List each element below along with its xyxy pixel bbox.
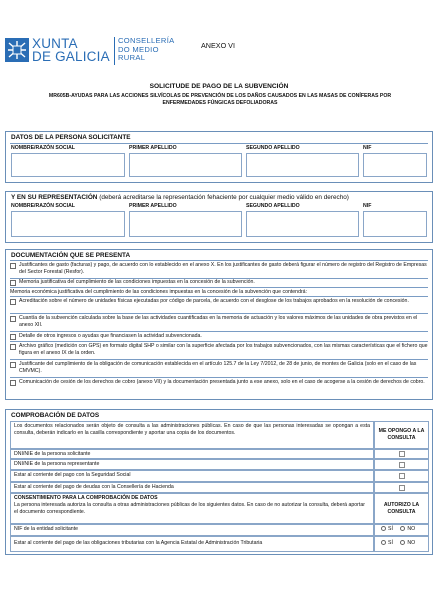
comprobacion-row-hacienda: Estar al corriente del pago de deudas con la Consellería de Hacienda <box>10 482 374 493</box>
logo-line1: XUNTA <box>32 36 78 51</box>
xunta-logo <box>5 38 29 62</box>
doc-item-text: Justificante del cumplimiento de la obligación de comunicación establecida en el artículo 125.7 de la Ley 7/2012, de 28 de junio, de montes de Galicia (solo en el caso de las CMVMC). <box>19 361 417 374</box>
section-representacion <box>5 191 433 243</box>
doc-item-text: Detalle de otros ingresos o ayudas que financiasen la actividad subvencionada. <box>19 333 202 339</box>
doc-checkbox[interactable] <box>10 299 16 305</box>
conselleria-line3: RURAL <box>118 53 146 63</box>
doc-item-text: Justificantes de gasto (facturas) y pago, de acuerdo con lo establecido en el anexo X. En los justificantes de gasto deberá figurar el número de registro del Registro de Empresas del Sector Forestal (Resfor). <box>19 262 427 275</box>
consent-title: CONSENTIMIENTO PARA LA COMPROBACIÓN DE DATOS <box>14 495 158 501</box>
label-segundo-apellido: SEGUNDO APELLIDO <box>246 145 300 151</box>
opongo-cell <box>374 449 429 459</box>
doc-item-text: Memoria económica justificativa del cumplimiento de las condiciones impuestas en la concesión de la subvención que contendrá: <box>10 289 308 295</box>
autorizo-header: AUTORIZO LA CONSULTA <box>374 493 429 524</box>
rep-label-nif: NIF <box>363 203 372 209</box>
autorizo-cell <box>374 524 429 536</box>
documentacion-title: DOCUMENTACIÓN QUE SE PRESENTA <box>11 252 131 259</box>
doc-item-justificante-comunicacion <box>10 361 428 376</box>
si-radio[interactable] <box>381 526 386 531</box>
doc-item-acreditacion <box>10 298 428 313</box>
annex-label: ANEXO VI <box>201 41 235 50</box>
label-primer-apellido: PRIMER APELLIDO <box>129 145 177 151</box>
opongo-checkbox[interactable] <box>399 451 405 457</box>
si-radio[interactable] <box>381 540 386 545</box>
section-comprobacion <box>5 409 433 555</box>
doc-item-memoria-justificativa <box>10 279 428 287</box>
label-nombre: NOMBRE/RAZÓN SOCIAL <box>11 145 75 151</box>
primer-apellido-field[interactable] <box>129 153 242 177</box>
opongo-checkbox[interactable] <box>399 473 405 479</box>
doc-item-cuantia <box>10 315 428 330</box>
opongo-cell <box>374 459 429 470</box>
opongo-checkbox[interactable] <box>399 485 405 491</box>
doc-item-otros-ingresos <box>10 333 428 341</box>
rep-nombre-field[interactable] <box>11 211 125 237</box>
no-radio[interactable] <box>400 540 405 545</box>
rep-label-segundo-apellido: SEGUNDO APELLIDO <box>246 203 300 209</box>
doc-checkbox[interactable] <box>10 263 16 269</box>
section-documentacion <box>5 249 433 400</box>
rep-nif-field[interactable] <box>363 211 427 237</box>
comprobacion-intro: Los documentos relacionados serán objeto de consulta a las administraciones públicas. En caso de que las personas interesadas se opongan a esta consulta, deberán indicarlo en la casilla correspondiente y aportar una copia de los documentos. <box>10 421 374 449</box>
doc-item-text: Cuantía de la subvención calculada sobre la base de las actividades cuantificadas en la memoria de actuación y los valores máximos de las unidades de obra previstos en el anexo XII. <box>19 315 418 328</box>
solicitante-title: DATOS DE LA PERSONA SOLICITANTE <box>11 134 131 141</box>
doc-item-archivo-grafico <box>10 343 428 358</box>
doc-checkbox[interactable] <box>10 334 16 340</box>
no-radio[interactable] <box>400 526 405 531</box>
doc-item-text: Comunicación de cesión de los derechos de cobro (anexo VII) y la documentación presentada junto a ese anexo, solo en el caso de acogerse a la cesión de derechos de cobro. <box>19 379 425 385</box>
consent-row-nif: NIF de la entidad solicitante <box>10 524 374 536</box>
doc-checkbox[interactable] <box>10 280 16 286</box>
consent-text: La persona interesada autoriza la consulta a otras administraciones públicas de los siguientes datos. En caso de no autorizar la consulta, deberá aportar el documento correspondiente. <box>14 501 365 515</box>
comprobacion-row-dni-representante: DNI/NIE de la persona representante <box>10 459 374 470</box>
opongo-cell <box>374 470 429 482</box>
no-label: NO <box>407 540 416 546</box>
conselleria-name <box>118 37 174 63</box>
doc-checkbox[interactable] <box>10 362 16 368</box>
representacion-title-bold: Y EN SU REPRESENTACIÓN <box>11 194 98 201</box>
consent-row-aeat: Estar al corriente del pago de las obligaciones tributarias con la Agencia Estatal de Administración Tributaria <box>10 536 374 552</box>
opongo-cell <box>374 482 429 493</box>
si-label: SÍ <box>388 526 393 532</box>
doc-item-text: Acreditación sobre el número de unidades físicas ejecutadas por código de parcela, de acuerdo con el desglose de los trabajos aprobados en la resolución de concesión. <box>19 298 409 304</box>
representacion-title-rest: (deberá acreditarse la representación fehaciente por cualquier medio válido en derecho) <box>97 194 349 201</box>
conselleria-line2: DO MEDIO <box>118 44 159 54</box>
si-label: SÍ <box>388 540 393 546</box>
doc-item-text: Archivo gráfico (medición con GPS) en formato digital SHP o similar con la superficie afectada por los trabajos subvencionados, con las mismas características que el fichero que figura en el anexo IX de la orden. <box>19 343 428 356</box>
form-subtitle: MR605B-AYUDAS PARA LAS ACCIONES SILVÍCOLAS DE PREVENCIÓN DE LOS DAÑOS CAUSADOS EN LAS MASAS DE CONÍFERAS POR ENFERMEDADES FÚNGICAS DEFOLIADORAS <box>48 93 392 106</box>
opongo-checkbox[interactable] <box>399 462 405 468</box>
no-label: NO <box>407 526 416 532</box>
nif-field[interactable] <box>363 153 427 177</box>
comprobacion-row-dni-solicitante: DNI/NIE de la persona solicitante <box>10 449 374 459</box>
section-solicitante <box>5 131 433 183</box>
conselleria-line1: CONSELLERÍA <box>118 36 175 45</box>
consent-block <box>10 493 374 524</box>
comprobacion-title: COMPROBACIÓN DE DATOS <box>11 412 100 419</box>
doc-item-cesion-derechos <box>10 379 428 394</box>
representacion-title <box>11 194 349 201</box>
doc-item-text: Memoria justificativa del cumplimiento de las condiciones impuestas en la concesión de la subvención. <box>19 279 255 285</box>
doc-checkbox[interactable] <box>10 344 16 350</box>
comprobacion-row-seguridad-social: Estar al corriente del pago con la Seguridad Social <box>10 470 374 482</box>
rep-label-nombre: NOMBRE/RAZÓN SOCIAL <box>11 203 75 209</box>
autorizo-cell <box>374 536 429 552</box>
nombre-field[interactable] <box>11 153 125 177</box>
logo-wordmark <box>32 37 110 63</box>
segundo-apellido-field[interactable] <box>246 153 359 177</box>
rep-primer-apellido-field[interactable] <box>129 211 242 237</box>
rep-label-primer-apellido: PRIMER APELLIDO <box>129 203 177 209</box>
label-nif: NIF <box>363 145 372 151</box>
doc-checkbox[interactable] <box>10 316 16 322</box>
form-title: SOLICITUDE DE PAGO DE LA SUBVENCIÓN <box>149 83 289 90</box>
doc-item-justificantes <box>10 262 428 277</box>
rep-segundo-apellido-field[interactable] <box>246 211 359 237</box>
logo-divider <box>114 37 115 65</box>
doc-checkbox[interactable] <box>10 380 16 386</box>
logo-line2: DE GALICIA <box>32 49 110 64</box>
opongo-header: ME OPONGO A LA CONSULTA <box>374 421 429 449</box>
